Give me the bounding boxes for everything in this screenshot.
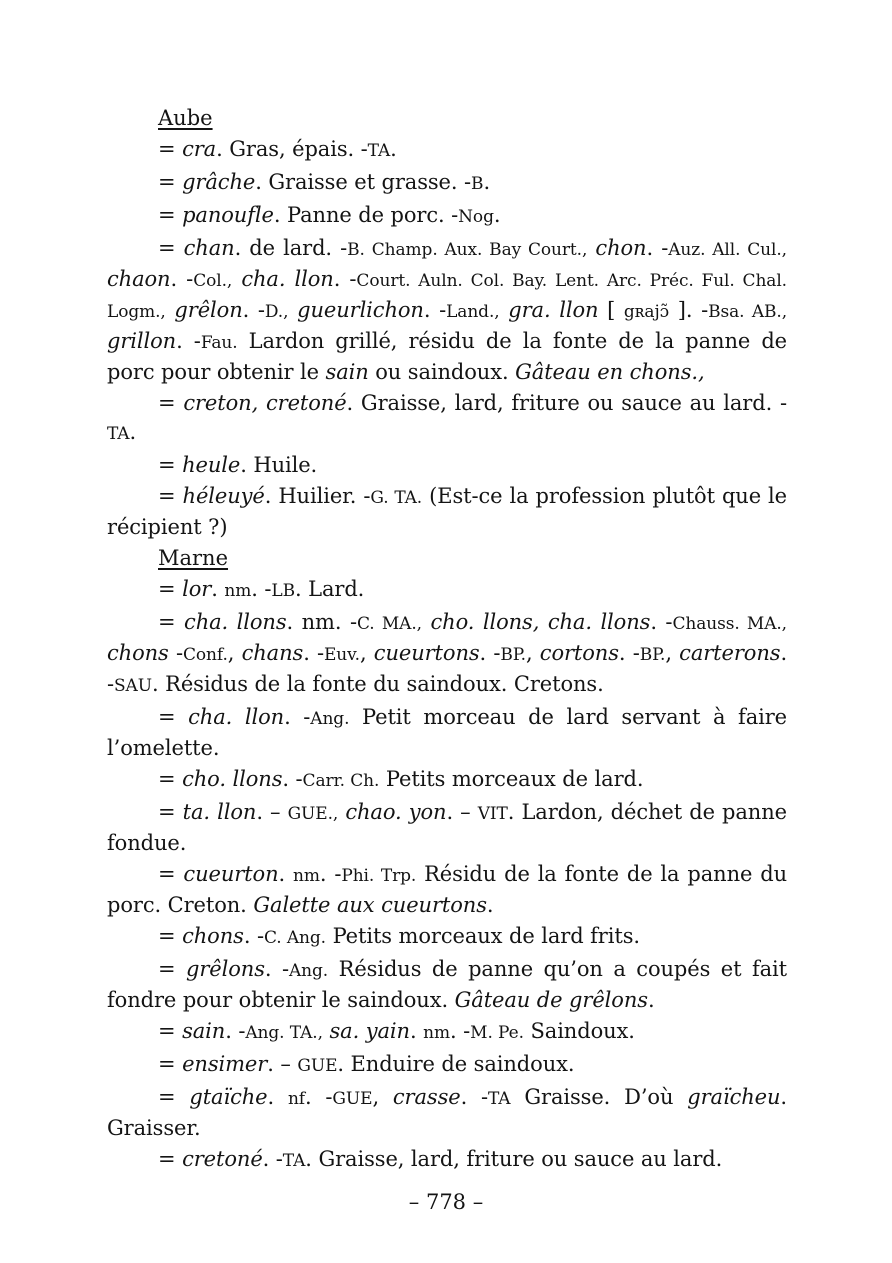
- entry-text: [500, 298, 509, 322]
- italic-term: lor: [182, 577, 212, 601]
- entry-text: . -: [264, 957, 289, 981]
- italic-term: sa. yain: [329, 1019, 410, 1043]
- entry-text: . -: [242, 298, 265, 322]
- source-abbreviation: Nog: [458, 207, 494, 227]
- dictionary-entry: [107, 201, 787, 232]
- entry-text: . -: [304, 1085, 333, 1109]
- source-abbreviation: M. Pe.: [470, 1023, 524, 1043]
- italic-term: grêlon: [174, 298, 243, 322]
- entry-text: .: [267, 1085, 288, 1109]
- dictionary-entry: [107, 608, 787, 701]
- italic-term: chao. yon: [345, 800, 447, 824]
- entry-text: . -: [225, 1019, 246, 1043]
- italic-term: Galette aux cueurtons: [253, 893, 487, 917]
- dictionary-entry: [107, 168, 787, 199]
- italic-term: cha. llon: [241, 267, 334, 291]
- entry-text: . -: [460, 1085, 488, 1109]
- entry-text: . -: [333, 267, 357, 291]
- source-abbreviation: TA: [107, 424, 130, 444]
- entry-text: . de lard. -: [234, 236, 348, 260]
- entry-text: . Huile.: [240, 453, 318, 477]
- entry-text: . -: [251, 577, 272, 601]
- entry-text: =: [158, 862, 184, 886]
- entry-text: =: [158, 1147, 183, 1171]
- italic-term: creton, cretoné: [183, 391, 347, 415]
- entry-text: .: [647, 988, 655, 1012]
- source-abbreviation: Col.,: [193, 271, 233, 291]
- source-abbreviation: nf: [287, 1089, 305, 1109]
- entry-text: Petits morceaux de lard frits.: [326, 924, 640, 948]
- entry-text: . Graisser.: [107, 1085, 787, 1140]
- entry-text: =: [158, 391, 184, 415]
- entry-text: . -: [423, 298, 447, 322]
- entry-text: . -: [479, 641, 501, 665]
- entry-text: Lardon grillé, résidu de la fonte de la panne de porc pour obtenir le: [107, 329, 787, 384]
- italic-term: chon: [595, 236, 647, 260]
- source-abbreviation: Ang.: [288, 961, 329, 981]
- dictionary-entry: [107, 955, 787, 1015]
- entry-text: =: [158, 1019, 183, 1043]
- entry-text: . nm. -: [286, 610, 357, 634]
- italic-term: cho. llons: [182, 767, 283, 791]
- source-abbreviation: VIT: [477, 804, 508, 824]
- italic-term: cra: [182, 137, 217, 161]
- italic-term: cretoné: [182, 1147, 263, 1171]
- page-number: – 778 –: [408, 1190, 484, 1214]
- source-abbreviation: GUE: [297, 1056, 338, 1076]
- entry-text: . Lardon, déchet de panne fondue.: [107, 800, 787, 855]
- source-abbreviation: C. Ang.: [263, 928, 326, 948]
- italic-term: sain: [182, 1019, 226, 1043]
- dictionary-entry: [107, 234, 787, 387]
- italic-term: Gâteau de grêlons: [454, 988, 648, 1012]
- entry-text: . -: [618, 641, 640, 665]
- source-abbreviation: nm: [293, 866, 320, 886]
- dictionary-entry: [107, 482, 787, 542]
- entry-text: .: [129, 420, 137, 444]
- entry-text: . -: [449, 1019, 471, 1043]
- source-abbreviation: B. Champ. Aux. Bay Court.,: [347, 240, 588, 260]
- source-abbreviation: C. MA.,: [356, 614, 422, 634]
- source-abbreviation: GUE.,: [287, 804, 339, 824]
- source-abbreviation: LB: [271, 581, 295, 601]
- source-abbreviation: TA: [367, 141, 391, 161]
- entry-text: . -: [319, 862, 342, 886]
- entry-text: =: [158, 236, 184, 260]
- italic-term: gra. llon: [508, 298, 599, 322]
- entry-text: . Graisse, lard, friture ou sauce au lard.: [305, 1147, 723, 1171]
- entry-text: ,: [525, 641, 540, 665]
- source-abbreviation: Conf.: [182, 645, 228, 665]
- entry-text: =: [158, 767, 183, 791]
- entry-text: . -: [107, 641, 788, 696]
- entry-text: . -: [646, 236, 669, 260]
- source-abbreviation: nm: [423, 1023, 450, 1043]
- entry-text: .: [278, 862, 293, 886]
- entry-text: Petits morceaux de lard.: [379, 767, 644, 791]
- entry-text: Résidu de la fonte de la panne du porc. Creton.: [107, 862, 787, 917]
- entry-text: . –: [446, 800, 478, 824]
- source-abbreviation: BP.: [500, 645, 526, 665]
- dictionary-entry: [107, 1083, 787, 1143]
- source-abbreviation: BP.: [639, 645, 666, 665]
- source-abbreviation: Auz. All. Cul.,: [668, 240, 787, 260]
- italic-term: ensimer: [182, 1052, 268, 1076]
- entry-text: (Est-ce la profession plutôt que le récipient ?): [107, 484, 787, 539]
- italic-term: gtaïche: [189, 1085, 268, 1109]
- entry-text: =: [158, 1085, 190, 1109]
- section-heading-label: Marne: [158, 546, 229, 570]
- source-abbreviation: G. TA.: [370, 488, 423, 508]
- italic-term: chons: [182, 924, 244, 948]
- source-abbreviation: GUE: [332, 1089, 373, 1109]
- italic-term: panoufle: [182, 203, 274, 227]
- entry-text: .: [390, 137, 397, 161]
- entry-text: . -: [262, 1147, 283, 1171]
- entry-text: . –: [267, 1052, 298, 1076]
- italic-term: heule: [182, 453, 241, 477]
- dictionary-entry: [107, 135, 787, 166]
- entry-text: .: [493, 203, 501, 227]
- dictionary-entry: [107, 765, 787, 796]
- entry-text: ,: [359, 641, 374, 665]
- entry-text: . Lard.: [294, 577, 365, 601]
- italic-term: chans: [241, 641, 304, 665]
- source-abbreviation: nm: [224, 581, 252, 601]
- entry-text: . Panne de porc. -: [273, 203, 459, 227]
- entry-text: . Résidus de la fonte du saindoux. Cretons.: [151, 672, 604, 696]
- entry-text: . –: [256, 800, 288, 824]
- source-abbreviation: D.,: [264, 302, 289, 322]
- dictionary-entry: [107, 389, 787, 449]
- italic-term: cueurtons: [373, 641, 480, 665]
- italic-term: cha. llons: [184, 610, 287, 634]
- entry-text: =: [158, 1052, 183, 1076]
- source-abbreviation: Euv.: [324, 645, 360, 665]
- entry-text: Graisse. D’où: [510, 1085, 688, 1109]
- italic-term: héleuyé: [182, 484, 265, 508]
- italic-term: cueurton: [183, 862, 279, 886]
- entry-text: . Graisse, lard, friture ou sauce au lard. -: [346, 391, 787, 415]
- entry-text: [: [598, 298, 624, 322]
- italic-term: chons: [107, 641, 169, 665]
- entry-text: =: [158, 484, 183, 508]
- entry-text: =: [158, 800, 183, 824]
- section-heading-label: Aube: [158, 106, 213, 130]
- source-abbreviation: Chauss. MA.,: [672, 614, 787, 634]
- italic-term: cha. llon: [188, 705, 285, 729]
- entry-text: . -: [650, 610, 673, 634]
- source-abbreviation: Fau.: [200, 333, 238, 353]
- italic-term: carterons: [679, 641, 781, 665]
- body-text: [107, 104, 787, 1178]
- entry-text: . Gras, épais. -: [216, 137, 368, 161]
- italic-term: graïcheu: [687, 1085, 781, 1109]
- entry-text: =: [158, 705, 189, 729]
- entry-text: . Graisse et grasse. -: [255, 170, 472, 194]
- entry-text: . -: [303, 641, 324, 665]
- source-abbreviation: Ang.: [310, 709, 350, 729]
- source-abbreviation: TA: [488, 1089, 511, 1109]
- entry-text: =: [158, 924, 183, 948]
- dictionary-entry: [107, 1145, 787, 1176]
- entry-text: =: [158, 137, 183, 161]
- entry-text: . Enduire de saindoux.: [337, 1052, 575, 1076]
- entry-text: =: [158, 957, 187, 981]
- entry-text: .: [409, 1019, 424, 1043]
- entry-text: . -: [176, 329, 201, 353]
- entry-text: .: [483, 170, 491, 194]
- italic-term: sain: [325, 360, 369, 384]
- italic-term: cho. llons, cha. llons: [430, 610, 651, 634]
- dictionary-entry: [107, 1017, 787, 1048]
- source-abbreviation: Court. Auln. Col. Bay. Lent. Arc. Préc. Ful. Chal. Logm.,: [107, 271, 787, 322]
- source-abbreviation: Land.,: [446, 302, 500, 322]
- entry-text: . -: [284, 705, 311, 729]
- entry-text: Petit morceau de lard servant à faire l’omelette.: [107, 705, 787, 760]
- source-abbreviation: Carr. Ch.: [302, 771, 380, 791]
- entry-text: .: [486, 893, 494, 917]
- italic-term: Gâteau en chons.,: [515, 360, 705, 384]
- entry-text: =: [158, 577, 183, 601]
- italic-term: ta. llon: [182, 800, 257, 824]
- dictionary-entry: [107, 575, 787, 606]
- entry-text: Saindoux.: [523, 1019, 635, 1043]
- source-abbreviation: Bsa. AB.,: [708, 302, 788, 322]
- source-abbreviation: SAU: [114, 676, 152, 696]
- italic-term: chaon: [107, 267, 171, 291]
- italic-term: grâche: [182, 170, 256, 194]
- italic-term: cortons: [539, 641, 619, 665]
- entry-text: ,: [665, 641, 680, 665]
- dictionary-entry: [107, 1050, 787, 1081]
- entry-text: =: [158, 170, 183, 194]
- entry-text: =: [158, 453, 183, 477]
- source-abbreviation: TA: [282, 1151, 306, 1171]
- source-abbreviation: B: [471, 174, 484, 194]
- entry-text: . -: [170, 267, 194, 291]
- source-abbreviation: Ang. TA.,: [245, 1023, 323, 1043]
- entry-text: [232, 267, 241, 291]
- dictionary-entry: [107, 922, 787, 953]
- source-abbreviation: gʀajɔ̃: [623, 302, 670, 322]
- entry-text: . -: [282, 767, 303, 791]
- italic-term: grêlons: [186, 957, 265, 981]
- italic-term: chan: [183, 236, 235, 260]
- entry-text: Résidus de panne qu’on a coupés et fait fondre pour obtenir le saindoux.: [107, 957, 787, 1012]
- entry-text: ou saindoux.: [368, 360, 516, 384]
- italic-term: grillon: [107, 329, 177, 353]
- entry-text: -: [168, 641, 183, 665]
- entry-text: .: [211, 577, 225, 601]
- entry-text: . Huilier. -: [264, 484, 371, 508]
- section-heading: [107, 544, 787, 573]
- entry-text: ]. -: [669, 298, 709, 322]
- entry-text: =: [158, 203, 183, 227]
- dictionary-entry: [107, 860, 787, 920]
- entry-text: [288, 298, 297, 322]
- dictionary-entry: [107, 703, 787, 763]
- entry-text: . -: [243, 924, 264, 948]
- source-abbreviation: Phi. Trp.: [341, 866, 417, 886]
- entry-text: ,: [372, 1085, 393, 1109]
- entry-text: ,: [227, 641, 242, 665]
- italic-term: gueurlichon: [297, 298, 424, 322]
- dictionary-entry: [107, 451, 787, 480]
- italic-term: crasse: [392, 1085, 461, 1109]
- dictionary-entry: [107, 798, 787, 858]
- section-heading: [107, 104, 787, 133]
- entry-text: =: [158, 610, 185, 634]
